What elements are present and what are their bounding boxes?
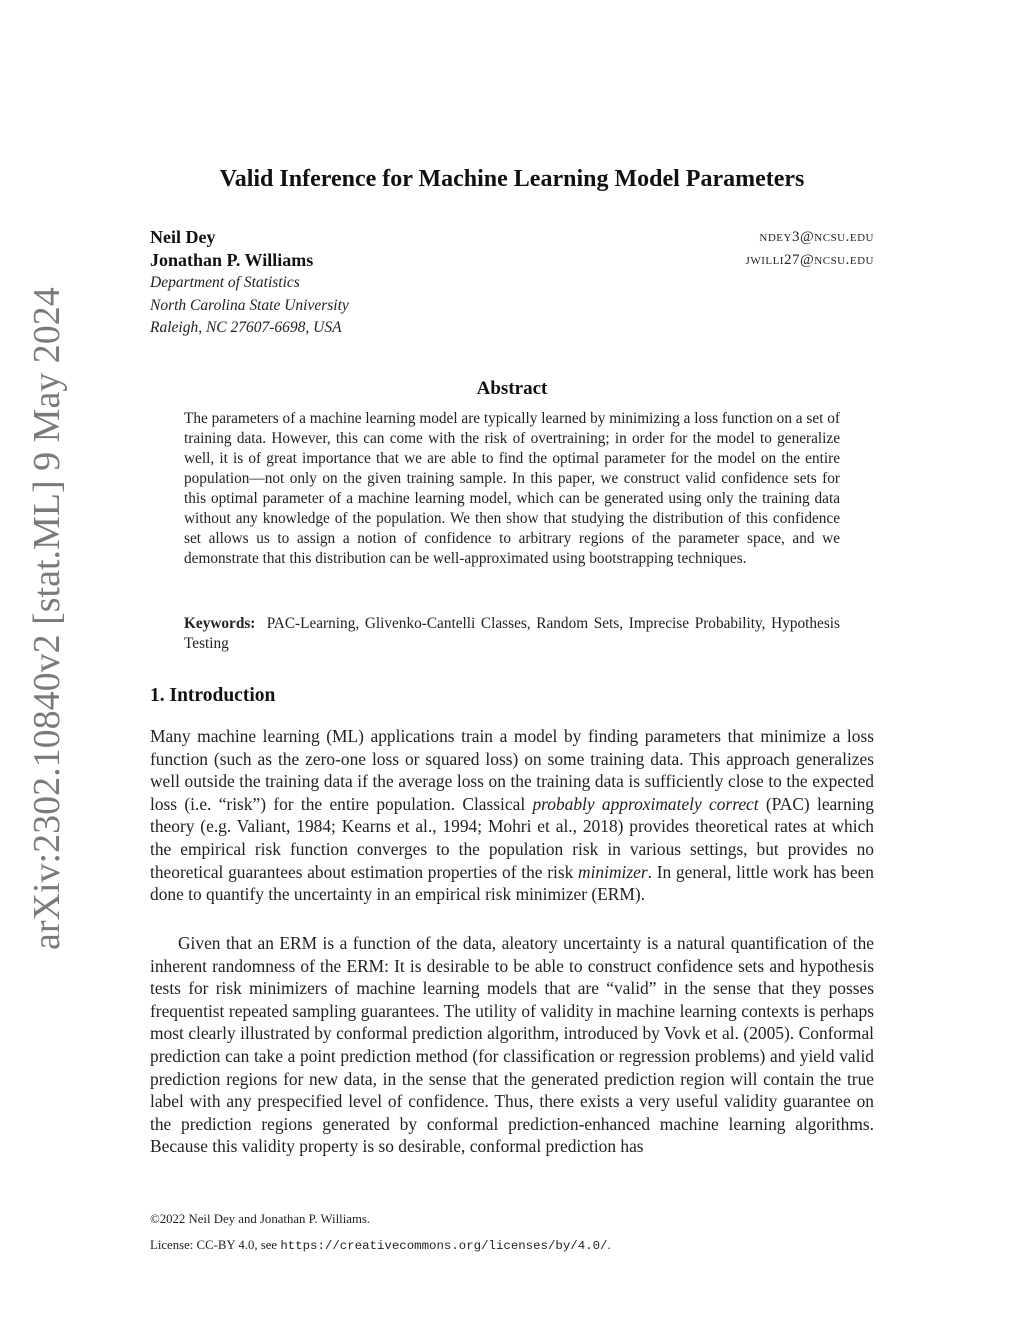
author-name: Neil Dey [150,227,216,247]
license-prefix: License: CC-BY 4.0, see [150,1238,281,1252]
keywords-label: Keywords: [184,615,256,632]
paragraph-text: . In general, little work has been done to quantify the uncertainty in an empirical risk minimizer (ERM). [150,861,874,905]
author-email[interactable]: jwilli27@ncsu.edu [745,252,874,268]
emphasis-text: minimizer [578,861,648,882]
author-block [150,226,874,340]
author-row [150,249,874,272]
author-row [150,226,874,249]
affiliation-university: North Carolina State University [150,296,349,314]
intro-paragraph-2: Given that an ERM is a function of the data, aleatory uncertainty is a natural quantification of the inherent randomness of the ERM: It is desirable to be able to construct confidence sets and hypothesis tests for risk minimizers of machine learning models that are “valid” in the sense that they posses frequentist repeated sampling guarantees. The utility of validity in machine learning contexts is perhaps most clearly illustrated by conformal prediction algorithm, introduced by Vovk et al. (2005). Conformal prediction can take a point prediction method (for classification or regression problems) and yield valid prediction regions for new data, in the sense that the generated prediction region will contain the true label with any prespecified level of confidence. Thus, there exists a very useful validity guarantee on the prediction regions generated by conformal prediction-enhanced machine learning algorithms. Because this validity property is so desirable, conformal prediction has [150,933,874,1157]
emphasis-text: probably approximately correct [532,793,759,814]
author-name: Jonathan P. Williams [150,250,314,270]
license-suffix: . [607,1238,611,1252]
abstract-text: The parameters of a machine learning model are typically learned by minimizing a loss function on a set of training data. However, this can come with the risk of overtraining; in order for the model to generalize well, it is of great importance that we are able to find the optimal parameter for the model on the entire population—not only on the given training sample. In this paper, we construct valid confidence sets for this optimal parameter of a machine learning model, which can be generated using only the training data without any knowledge of the population. We then show that studying the distribution of this confidence set allows us to assign a notion of confidence to arbitrary regions of the parameter space, and we demonstrate that this distribution can be well-approximated using bootstrapping techniques. [184,410,840,567]
affiliation-department: Department of Statistics [150,274,300,291]
copyright-notice: ©2022 Neil Dey and Jonathan P. Williams. [150,1212,371,1226]
keywords [184,614,840,654]
author-email[interactable]: ndey3@ncsu.edu [759,229,874,245]
section-heading-introduction: 1. Introduction [150,685,276,706]
license-notice [150,1238,874,1253]
arxiv-identifier: arXiv:2302.10840v2 [stat.ML] 9 May 2024 [26,287,68,950]
intro-paragraph-1 [150,725,874,906]
keywords-list: PAC-Learning, Glivenko-Cantelli Classes, Random Sets, Imprecise Probability, Hypothesis Testing [184,615,840,652]
abstract-heading: Abstract [476,378,548,399]
paragraph-text: Many machine learning (ML) applications train a model by finding parameters that minimize a loss function (such as the zero-one loss or squared loss) on some training data. This approach generalizes well outside the training data if the average loss on the training data is sufficiently close to the expected loss (i.e. “risk”) for the entire population. Classical [150,726,874,814]
license-link[interactable]: https://creativecommons.org/licenses/by/4.0/ [280,1239,608,1253]
affiliation-location: Raleigh, NC 27607-6698, USA [150,319,342,336]
paper-title: Valid Inference for Machine Learning Model Parameters [219,166,805,192]
paragraph-text: (PAC) learning theory (e.g. Valiant, 1984; Kearns et al., 1994; Mohri et al., 2018) provides theoretical rates at which the empirical risk function converges to the population risk in various settings, but provides no theoretical guarantees about estimation properties of the risk [150,793,874,882]
